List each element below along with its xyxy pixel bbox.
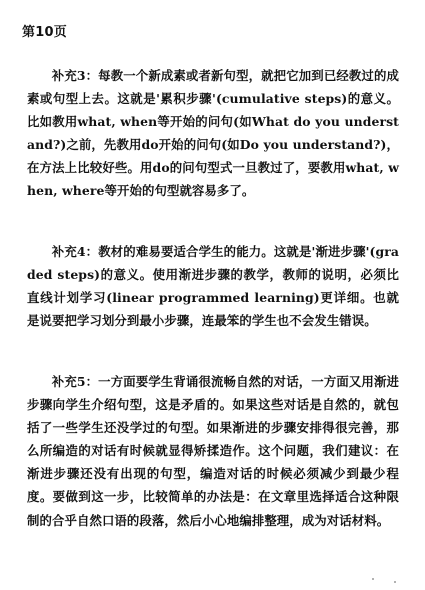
paragraph-supplement-3: 补充3：每教一个新成素或者新句型，就把它加到已经教过的成素或句型上去。这就是'累积步骤'(cumulative steps)的意义。比如教用what, when等开始的问句(如What do you understand?)之前，先教用do开始的问句(如Do you understand?)，在方法上比较好些。用do的问句型式一旦教过了，要教用what, when, where等开始的句型就容易多了。 <box>27 68 399 199</box>
scan-speck <box>372 578 374 580</box>
paragraph-supplement-4: 补充4：教材的难易要适合学生的能力。这就是'渐进步骤'(graded steps)的意义。使用渐进步骤的教学，教师的说明，必须比直线计划学习(linear programmed learning)更详细。也就是说要把学习划分到最小步骤，连最笨的学生也不会发生错误。 <box>27 244 399 329</box>
scan-speck <box>394 581 396 583</box>
page-number-header: 第10页 <box>22 25 67 40</box>
paragraph-supplement-5: 补充5：一方面要学生背诵很流畅自然的对话，一方面又用渐进步骤向学生介绍句型，这是矛盾的。如果这些对话是自然的，就包括了一些学生还没学过的句型。如果渐进的步骤安排得很完善，那么所编造的对话有时候就显得矫揉造作。这个问题，我们建议：在渐进步骤还没有出现的句型，编造对话的时候必须减少到最少程度。要做到这一步，比较简单的办法是：在文章里选择适合这种限制的合乎自然口语的段落，然后小心地编排整理，成为对话材料。 <box>27 374 399 528</box>
